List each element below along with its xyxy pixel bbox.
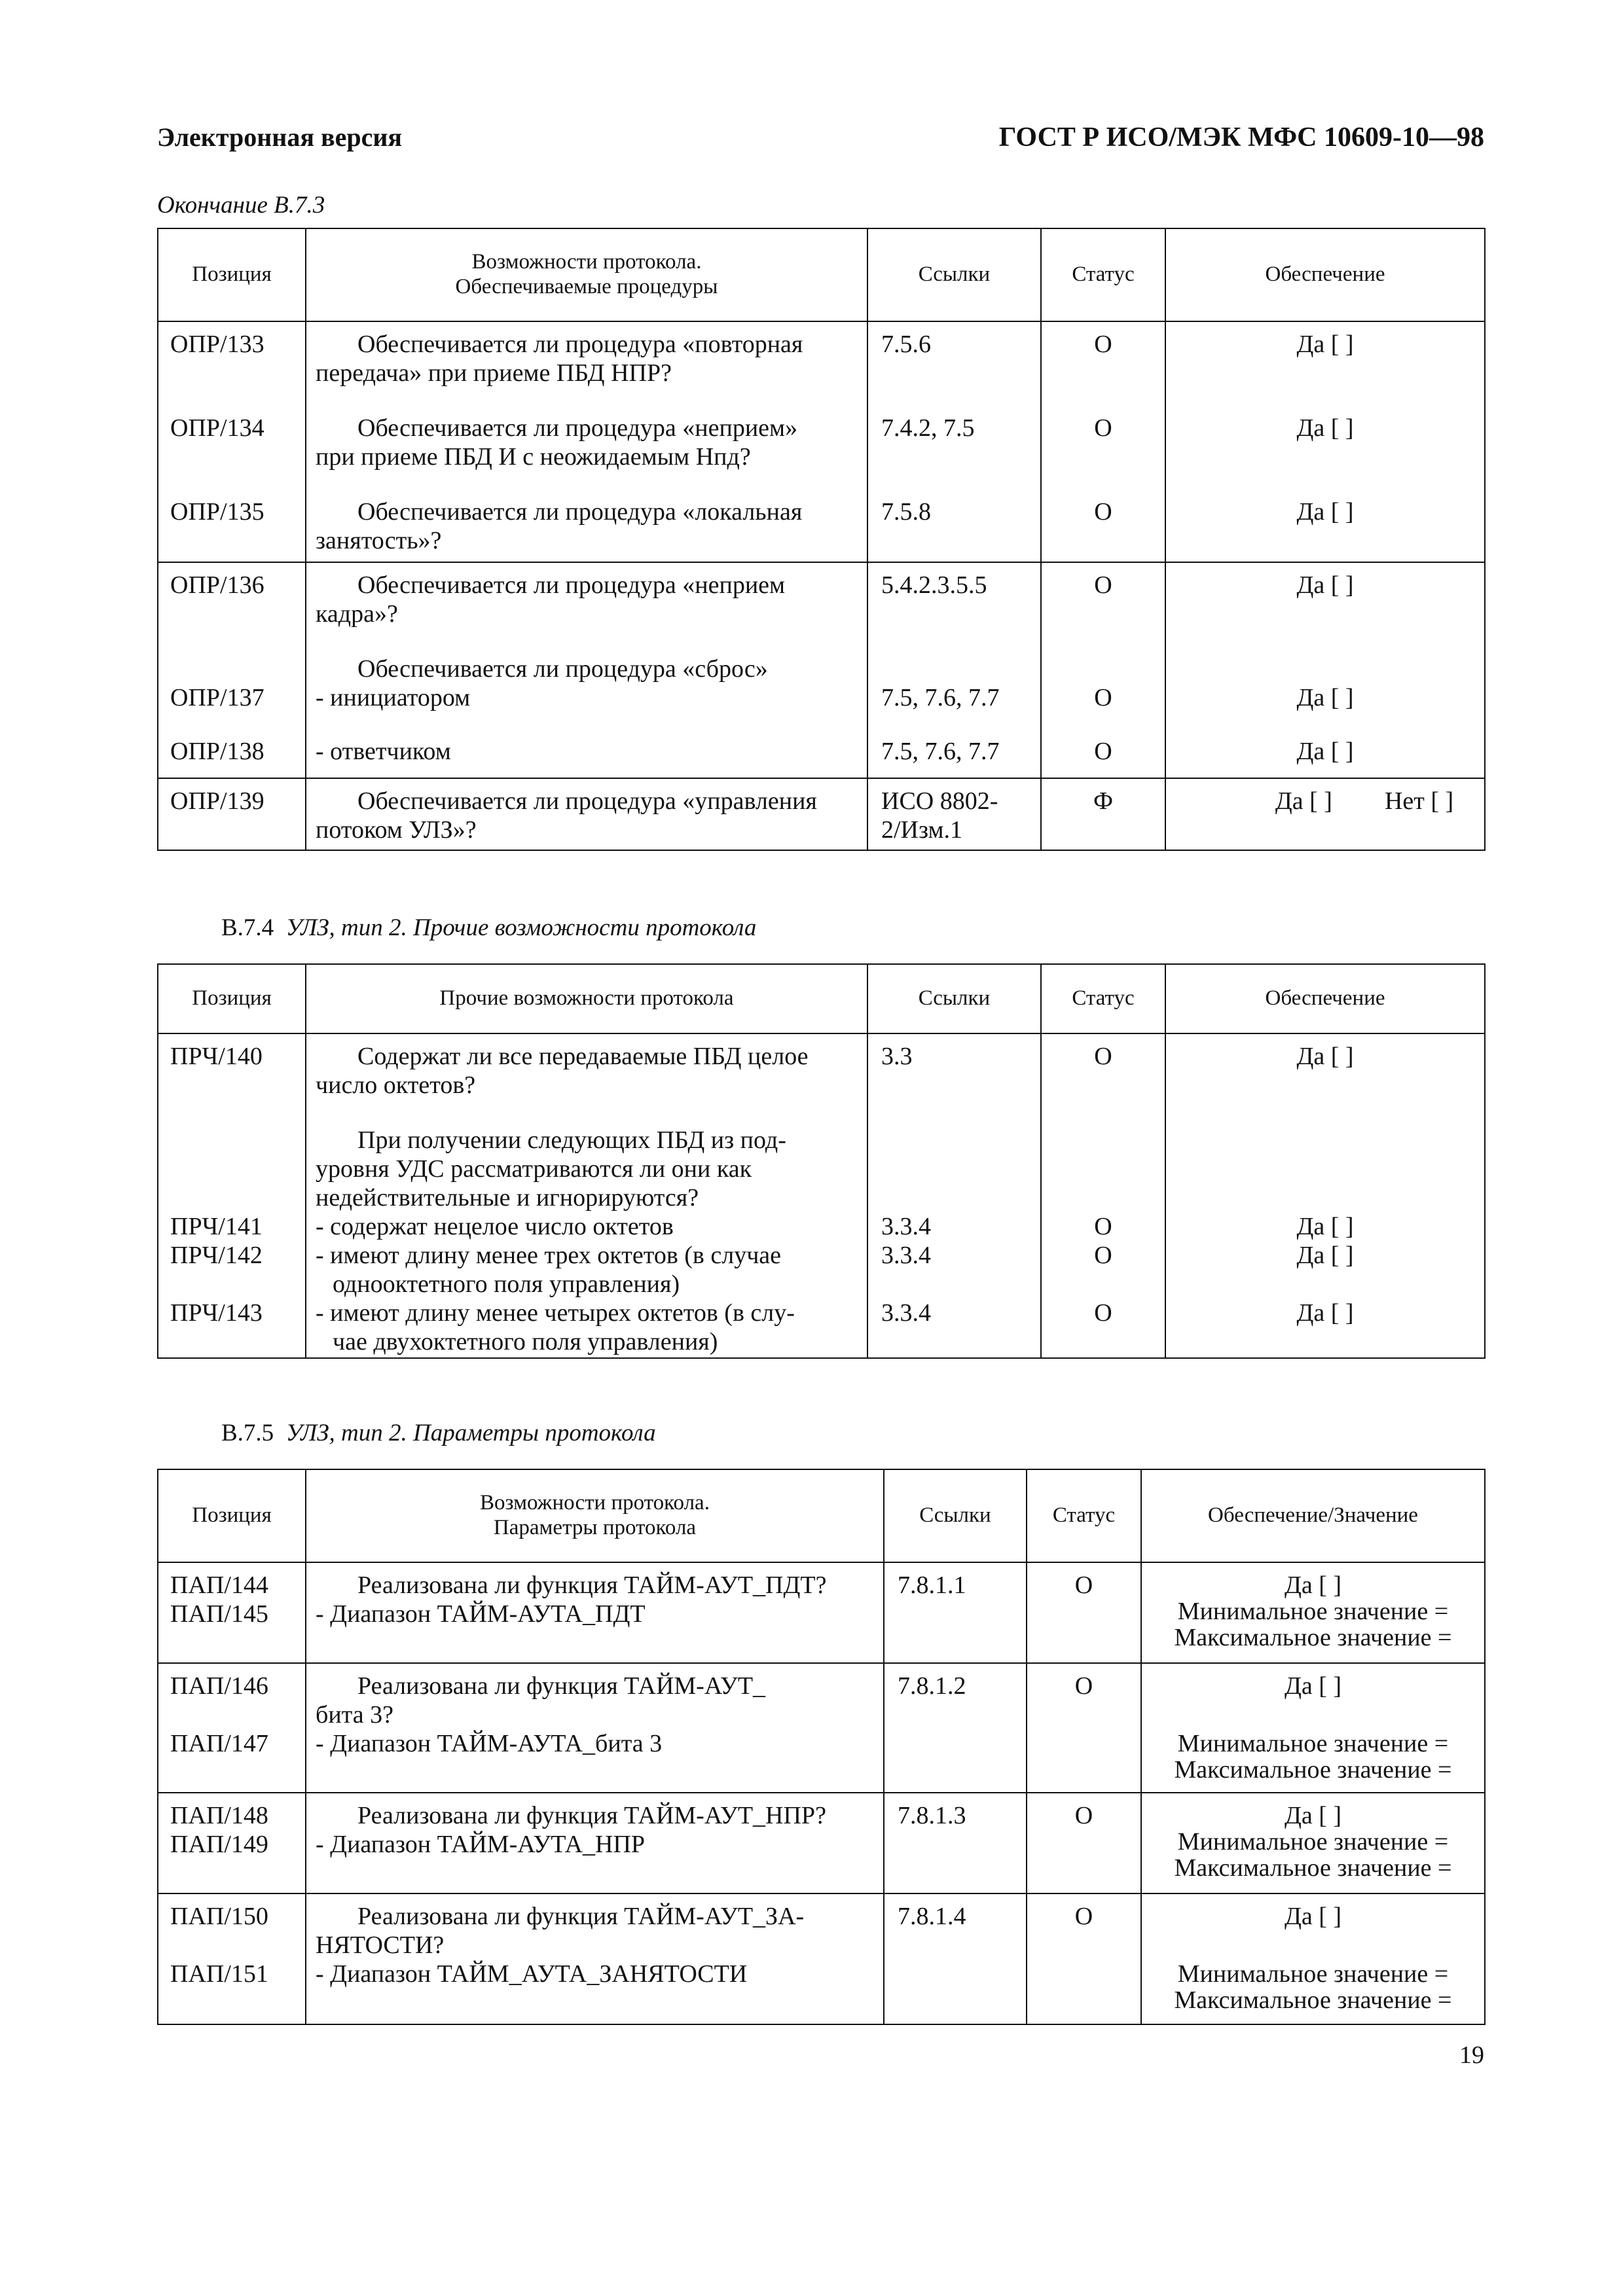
table-row: ОПР/136 ОПР/137 ОПР/138 Обеспечивается ли процедура «неприем кадра»? Обеспечивается ли процедура «сброс» - инициатором - ответчиком 5.4.2.3.5.5 7.5, 7.6, 7.7 7.5, 7.6, 7.7 О О О Да [ ] Да [ ] Да [ ] (158, 562, 1485, 778)
table-b74 (157, 963, 1486, 1359)
page-number: 19 (1459, 2041, 1484, 2069)
col-position: Позиция (158, 228, 306, 321)
col-position: Позиция (158, 1469, 306, 1562)
col-refs: Ссылки (867, 228, 1041, 321)
table-b73-end (157, 228, 1486, 851)
table-row: ПАП/148 ПАП/149 Реализована ли функция ТАЙМ-АУТ_НПР? - Диапазон ТАЙМ-АУТА_НПР 7.8.1.3 О Да [ ] Минимальное значение = Максимальное значение = (158, 1793, 1485, 1893)
table1-caption: Окончание В.7.3 (157, 192, 325, 219)
col-capability: Прочие возможности протокола (306, 964, 867, 1033)
table-header-row (158, 1469, 1485, 1562)
table3-caption: В.7.5 УЛЗ, тип 2. Параметры протокола (221, 1420, 656, 1446)
col-refs: Ссылки (867, 964, 1041, 1033)
col-refs: Ссылки (884, 1469, 1027, 1562)
table-row: ОПР/133 ОПР/134 ОПР/135 Обеспечивается ли процедура «повторная передача» при приеме ПБД НПР? Обеспечивается ли процедура «неприем» при приеме ПБД И с неожидаемым Нпд? Обеспечивается ли процедура «локальная занятость»? 7.5.6 7.4.2, 7.5 7.5.8 О О О Да [ ] Да [ ] Да [ ] (158, 321, 1485, 562)
col-status: Статус (1041, 228, 1165, 321)
table-header-row (158, 228, 1485, 321)
col-capability: Возможности протокола. Параметры протокола (306, 1469, 884, 1562)
col-position: Позиция (158, 964, 306, 1033)
table-row: ПРЧ/140 ПРЧ/141 ПРЧ/142 ПРЧ/143 Содержат ли все передаваемые ПБД целое число октетов? При получении следующих ПБД из под- уровня УДС рассматриваются ли они как недействительные и игнорируются? - содержат нецелое число октетов - имеют длину менее трех октетов (в случае однооктетного поля управления) - имеют длину менее четырех октетов (в слу- чае двухоктетного поля управления) 3.3 3.3.4 3.3.4 3.3.4 О О О О Да [ ] Да [ ] Да [ ] Да [ ] (158, 1033, 1485, 1358)
col-status: Статус (1027, 1469, 1141, 1562)
table-header-row (158, 964, 1485, 1033)
table-row: ПАП/144 ПАП/145 Реализована ли функция ТАЙМ-АУТ_ПДТ? - Диапазон ТАЙМ-АУТА_ПДТ 7.8.1.1 О Да [ ] Минимальное значение = Максимальное значение = (158, 1562, 1485, 1663)
table-row: ПАП/146 ПАП/147 Реализована ли функция ТАЙМ-АУТ_ бита 3? - Диапазон ТАЙМ-АУТА_бита 3 7.8.1.2 О Да [ ] Минимальное значение = Максимальное значение = (158, 1663, 1485, 1793)
col-capability: Возможности протокола. Обеспечиваемые процедуры (306, 228, 867, 321)
col-support: Обеспечение (1165, 964, 1485, 1033)
col-status: Статус (1041, 964, 1165, 1033)
table2-caption: В.7.4 УЛЗ, тип 2. Прочие возможности протокола (221, 914, 757, 941)
table-row: ОПР/139 Обеспечивается ли процедура «управления потоком УЛЗ»? ИСО 8802- 2/Изм.1 Ф Да [ ] Нет [ ] (158, 778, 1485, 850)
col-support: Обеспечение (1165, 228, 1485, 321)
header-left: Электронная версия (157, 122, 403, 152)
table-b75 (157, 1469, 1486, 2025)
header-right: ГОСТ Р ИСО/МЭК МФС 10609-10—98 (998, 122, 1484, 152)
col-support: Обеспечение/Значение (1141, 1469, 1485, 1562)
table-row: ПАП/150 ПАП/151 Реализована ли функция ТАЙМ-АУТ_ЗА- НЯТОСТИ? - Диапазон ТАЙМ_АУТА_ЗАНЯТОСТИ 7.8.1.4 О Да [ ] Минимальное значение = Максимальное значение = (158, 1893, 1485, 2024)
